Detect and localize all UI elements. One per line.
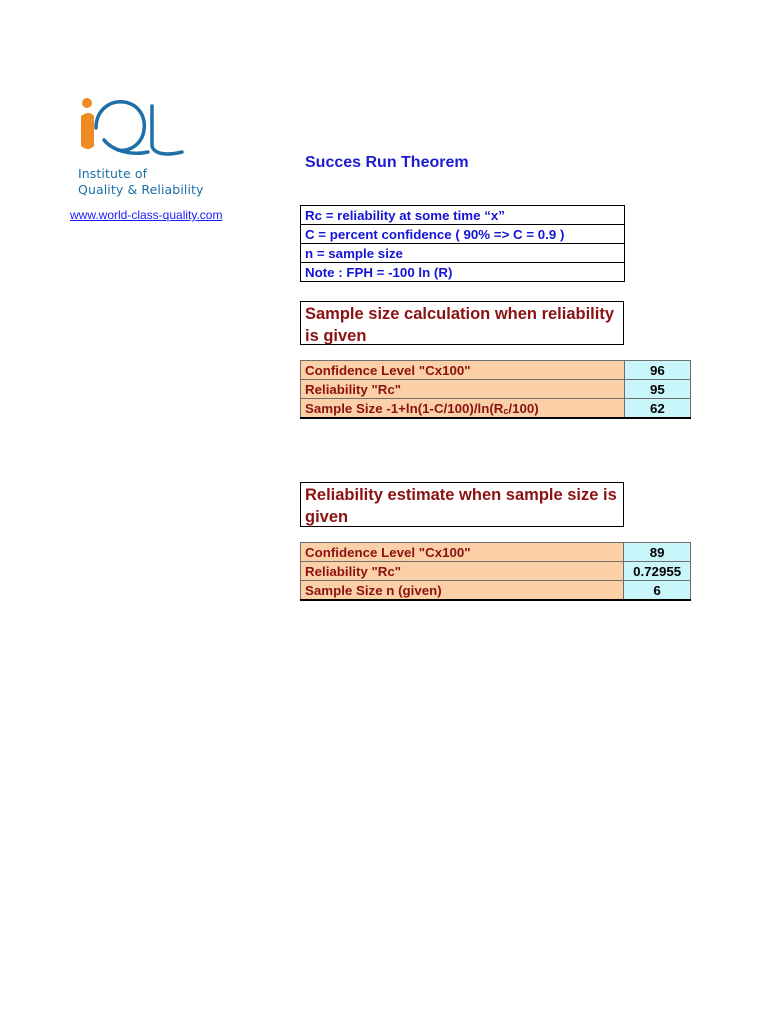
definition-row xyxy=(301,225,625,244)
definition-confidence: C = percent confidence ( 90% => C = 0.9 ) xyxy=(301,225,625,244)
reliability-value-cell[interactable]: 95 xyxy=(624,380,690,399)
definition-row xyxy=(301,263,625,282)
formula-prefix: Sample Size -1+ln(1-C/100)/ln(R xyxy=(305,400,504,416)
formula-suffix: /100) xyxy=(508,400,539,416)
confidence-label: Confidence Level "Cx100" xyxy=(301,361,625,380)
sample-size-formula-label xyxy=(301,399,625,419)
sample-size-value-cell[interactable]: 6 xyxy=(624,581,691,601)
section2-heading: Reliability estimate when sample size is given xyxy=(300,482,624,527)
formula-subscript: c xyxy=(503,405,509,416)
section1-heading: Sample size calculation when reliability is given xyxy=(300,301,624,345)
table-row xyxy=(301,543,691,562)
iqr-logo xyxy=(74,94,214,198)
table-row xyxy=(301,380,691,399)
website-link[interactable]: www.world-class-quality.com xyxy=(70,208,223,222)
definition-row xyxy=(301,244,625,263)
reliability-result-cell[interactable]: 0.72955 xyxy=(624,562,691,581)
sample-size-given-label: Sample Size n (given) xyxy=(301,581,624,601)
reliability-estimate-table xyxy=(300,542,691,601)
definition-row xyxy=(301,206,625,225)
page-title: Succes Run Theorem xyxy=(305,154,469,171)
table-row xyxy=(301,581,691,601)
definition-sample-size: n = sample size xyxy=(301,244,625,263)
logo-text-line1: Institute of xyxy=(78,166,148,181)
confidence-label: Confidence Level "Cx100" xyxy=(301,543,624,562)
reliability-label: Reliability "Rc" xyxy=(301,562,624,581)
sample-size-calc-table xyxy=(300,360,691,419)
table-row xyxy=(301,562,691,581)
confidence-value-cell[interactable]: 89 xyxy=(624,543,691,562)
definitions-table xyxy=(300,205,625,282)
table-row xyxy=(301,399,691,419)
logo-text-line2: Quality & Reliability xyxy=(78,182,204,197)
iqr-logo-icon xyxy=(74,94,214,166)
reliability-label: Reliability "Rc" xyxy=(301,380,625,399)
definition-reliability: Rc = reliability at some time “x” xyxy=(301,206,625,225)
confidence-value-cell[interactable]: 96 xyxy=(624,361,690,380)
table-row xyxy=(301,361,691,380)
definition-note: Note : FPH = -100 ln (R) xyxy=(301,263,625,282)
sample-size-result-cell[interactable]: 62 xyxy=(624,399,690,419)
